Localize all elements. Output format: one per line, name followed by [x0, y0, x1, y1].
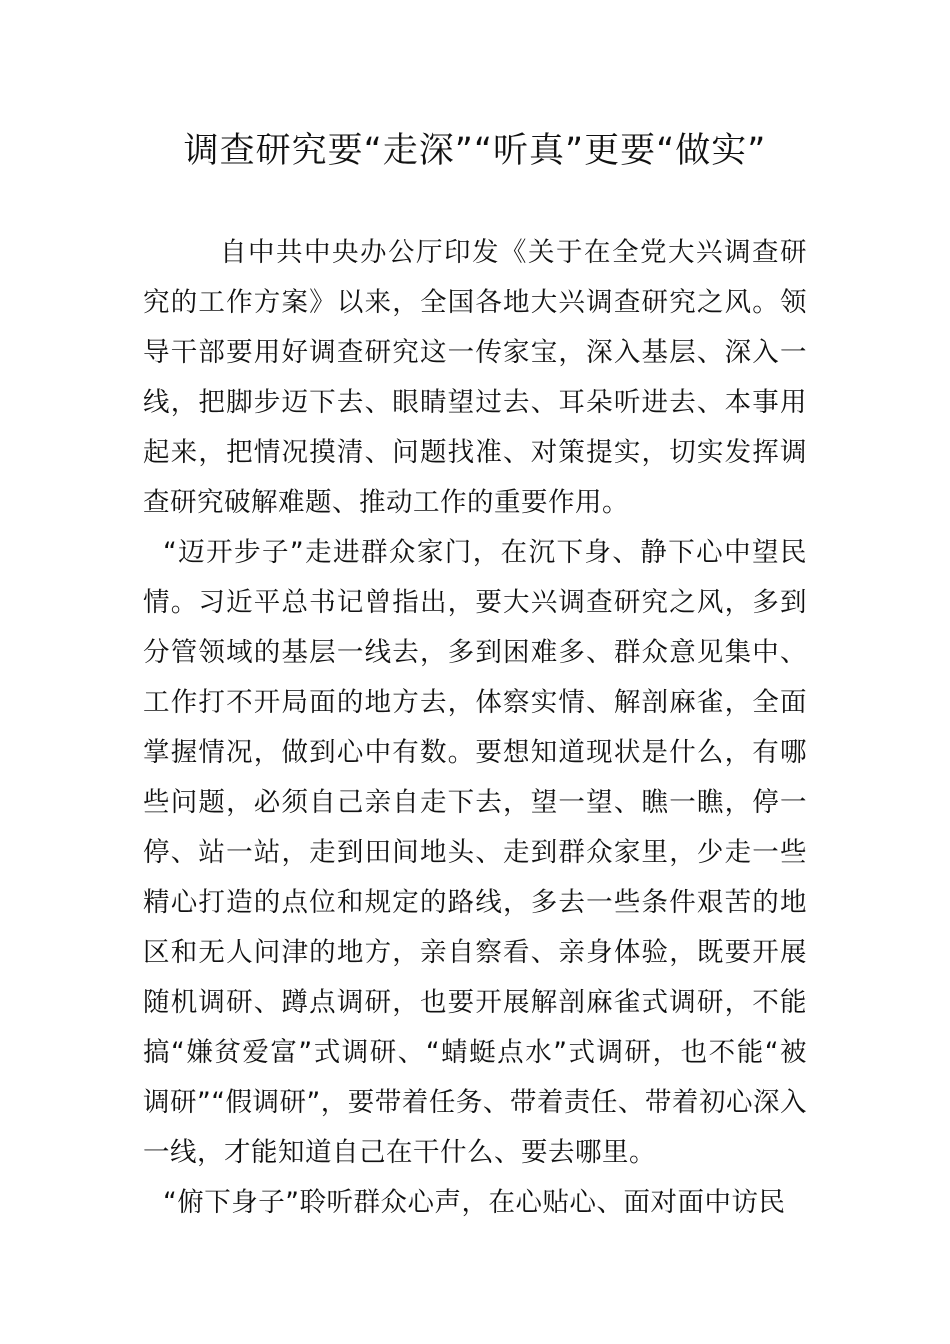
paragraph-bend-down: “俯下身子”聆听群众心声，在心贴心、面对面中访民: [163, 1187, 786, 1218]
paragraph-step-forward: “迈开步子”走进群众家门，在沉下身、静下心中望民情。习近平总书记曾指出，要大兴调查研究之风，多到分管领域的基层一线去，多到困难多、群众意见集中、工作打不开局面的地方去，体察实情、解剖麻雀，全面掌握情况，做到心中有数。要想知道现状是什么，有哪些问题，必须自己亲自走下去，望一望、瞧一瞧，停一停、站一站，走到田间地头、走到群众家里，少走一些精心打造的点位和规定的路线，多去一些条件艰苦的地区和无人问津的地方，亲自察看、亲身体验，既要开展随机调研、蹲点调研，也要开展解剖麻雀式调研，不能搞“嫌贫爱富”式调研、“蜻蜓点水”式调研，也不能“被调研”“假调研”，要带着任务、带着责任、带着初心深入一线，才能知道自己在干什么、要去哪里。: [143, 537, 807, 1168]
document-body: [143, 228, 807, 1228]
paragraph-intro: 自中共中央办公厅印发《关于在全党大兴调查研究的工作方案》以来，全国各地大兴调查研究之风。领导干部要用好调查研究这一传家宝，深入基层、深入一线，把脚步迈下去、眼睛望过去、耳朵听进去、本事用起来，把情况摸清、问题找准、对策提实，切实发挥调查研究破解难题、推动工作的重要作用。: [143, 237, 807, 518]
document-title: 调查研究要“走深”“听真”更要“做实”: [183, 131, 767, 171]
